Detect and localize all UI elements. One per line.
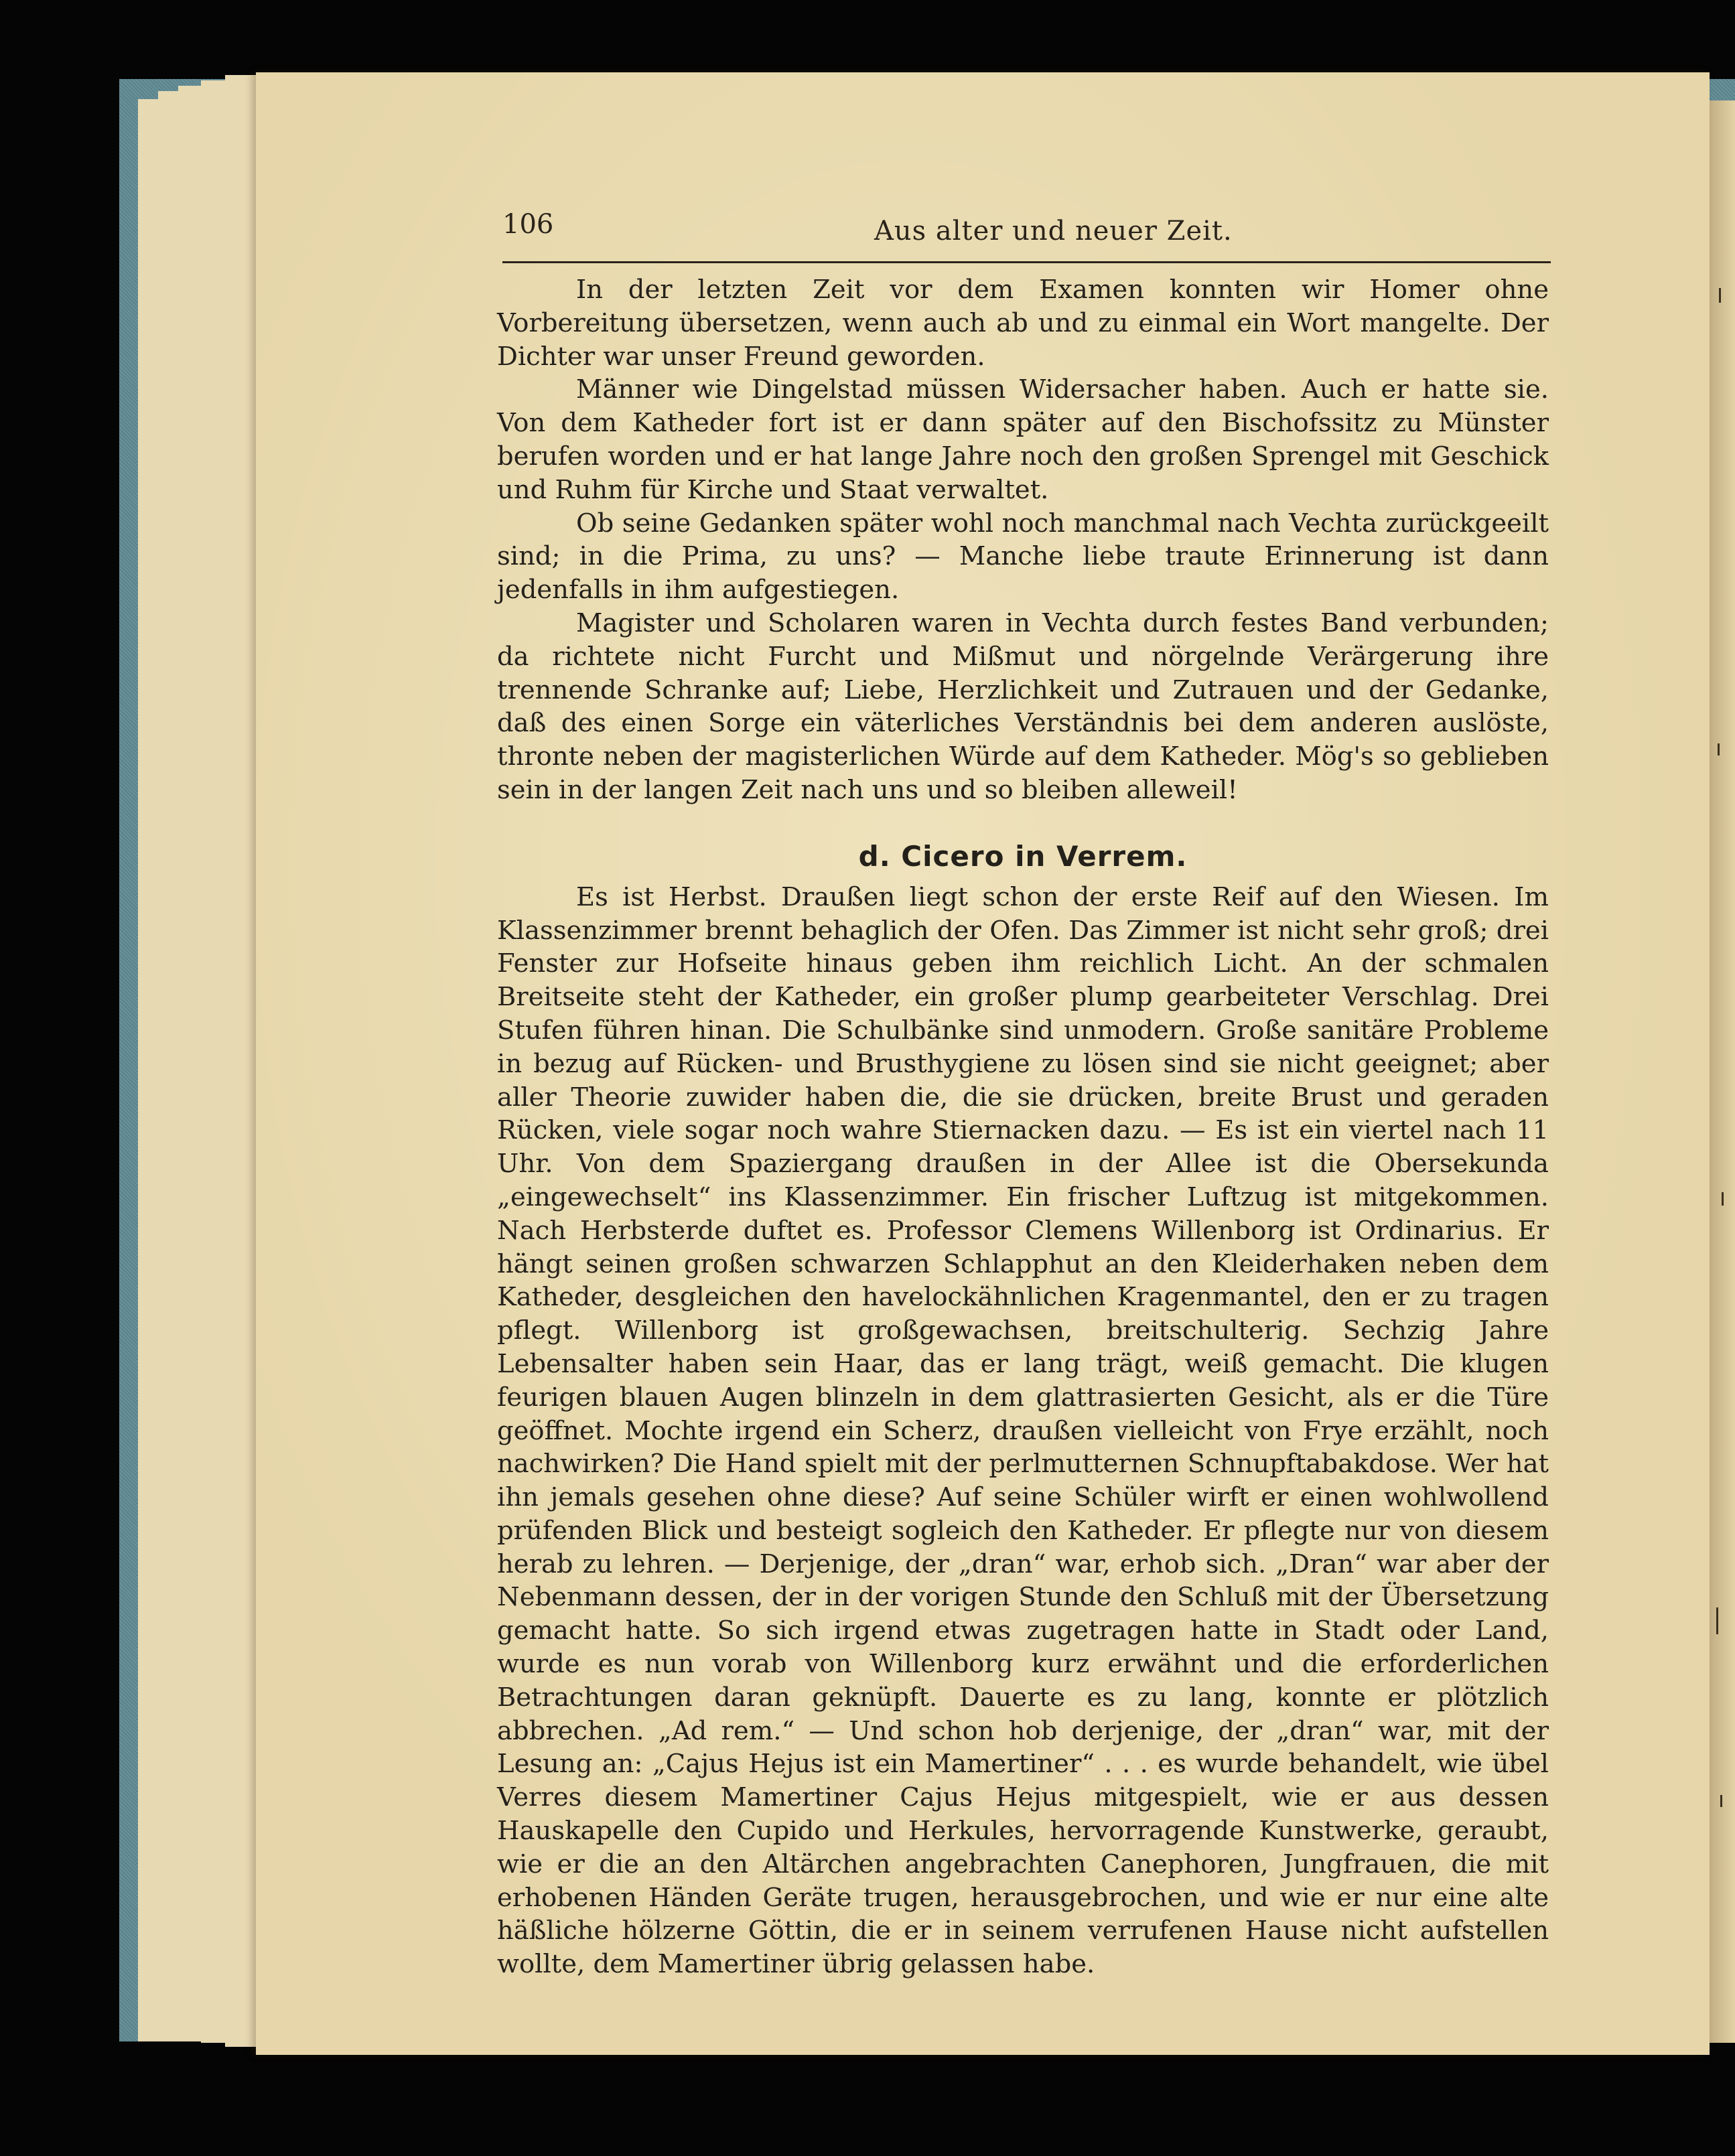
paragraph: Ob seine Gedanken später wohl noch manchmal nach Vechta zurückgeeilt sind; in die Prima, zu uns? — Manche liebe traute Erinnerung ist dann jedenfalls in ihm aufgestiegen. xyxy=(497,508,1549,605)
page-number: 106 xyxy=(502,209,554,240)
paragraph: Es ist Herbst. Draußen liegt schon der erste Reif auf den Wiesen. Im Klassenzimmer brennt behaglich der Ofen. Das Zimmer ist nicht sehr groß; drei Fenster zur Hofseite hinaus geben ihm reichlich Licht. An der schmalen Breitseite steht der Katheder, ein großer plump gearbeiteter Verschlag. Drei Stufen führen hinan. Die Schulbänke sind unmodern. Große sanitäre Probleme in bezug auf Rücken- und Brusthygiene zu lösen sind sie nicht geeignet; aber aller Theorie zuwider haben die, die sie drücken, breite Brust und geraden Rücken, viele sogar noch wahre Stiernacken dazu. — Es ist ein viertel nach 11 Uhr. Von dem Spaziergang draußen in der Allee ist die Obersekunda „eingewechselt“ ins Klassenzimmer. Ein frischer Luftzug ist mitgekommen. Nach Herbsterde duftet es. Professor Clemens Willenborg ist Ordinarius. Er hängt seinen großen schwarzen Schlapphut an den Kleiderhaken neben dem Katheder, desgleichen den havelockähnlichen Kragenmantel, den er zu tragen pflegt. Willenborg ist großgewachsen, breitschulterig. Sechzig Jahre Lebensalter haben sein Haar, das er lang trägt, weiß gemacht. Die klugen feurigen blauen Augen blinzeln in dem glattrasierten Gesicht, als er die Türe geöffnet. Mochte irgend ein Scherz, draußen vielleicht von Frye erzählt, noch nachwirken? Die Hand spielt mit der perlmutternen Schnupftabakdose. Wer hat ihn jemals gesehen ohne diese? Auf seine Schüler wirft er einen wohlwollend prüfenden Blick und besteigt sogleich den Katheder. Er pflegte nur von diesem herab zu lehren. — Derjenige, der „dran“ war, erhob sich. „Dran“ war aber der Nebenmann dessen, der in der vorigen Stunde den Schluß mit der Übersetzung gemacht hatte. So sich irgend etwas zugetragen hatte in Stadt oder Land, wurde es nun vorab von Willenborg kurz erwähnt und die erforderlichen Betrachtungen daran geknüpft. Dauerte es zu lang, konnte er plötzlich abbrechen. „Ad rem.“ — Und schon hob derjenige, der „dran“ war, mit der Lesung an: „Cajus Hejus ist ein Mamertiner“ . . . es wurde behandelt, wie übel Verres diesem Mamertiner Cajus Hejus mitgespielt, wie er aus dessen Hauskapelle den Cupido und Herkules, hervorragende Kunstwerke, geraubt, wie er die an den Altärchen angebrachten Canephoren, Jungfrauen, die mit erhobenen Händen Geräte trugen, herausgebrochen, und wie er nur eine alte häßliche hölzerne Göttin, die er in seinem verrufenen Hause nicht aufstellen wollte, dem Mamertiner übrig gelassen habe. xyxy=(497,881,1549,1980)
facing-page-marks xyxy=(1712,281,1732,1956)
section-heading: d. Cicero in Verrem. xyxy=(858,839,1188,873)
paragraph: Magister und Scholaren waren in Vechta durch festes Band verbunden; da richtete nicht Furcht und Mißmut und nörgelnde Verärgerung ihre trennende Schranke auf; Liebe, Herzlichkeit und Zutrauen und der Gedanke, daß des einen Sorge ein väterliches Verständnis bei dem anderen auslöste, thronte neben der magisterlichen Würde auf dem Katheder. Mög's so geblieben sein in der langen Zeit nach uns und so bleiben alleweil! xyxy=(497,607,1549,805)
running-title: Aus alter und neuer Zeit. xyxy=(874,216,1233,246)
paragraph: Männer wie Dingelstad müssen Widersacher haben. Auch er hatte sie. Von dem Katheder fort ist er dann später auf den Bischofssitz zu Münster berufen worden und er hat lange Jahre noch den großen Sprengel mit Geschick und Ruhm für Kirche und Staat verwaltet. xyxy=(497,374,1549,505)
paragraph: In der letzten Zeit vor dem Examen konnten wir Homer ohne Vorbereitung übersetzen, wenn auch ab und zu einmal ein Wort mangelte. Der Dichter war unser Freund geworden. xyxy=(497,275,1549,372)
body-text xyxy=(497,273,1549,1981)
running-head xyxy=(502,201,1551,263)
